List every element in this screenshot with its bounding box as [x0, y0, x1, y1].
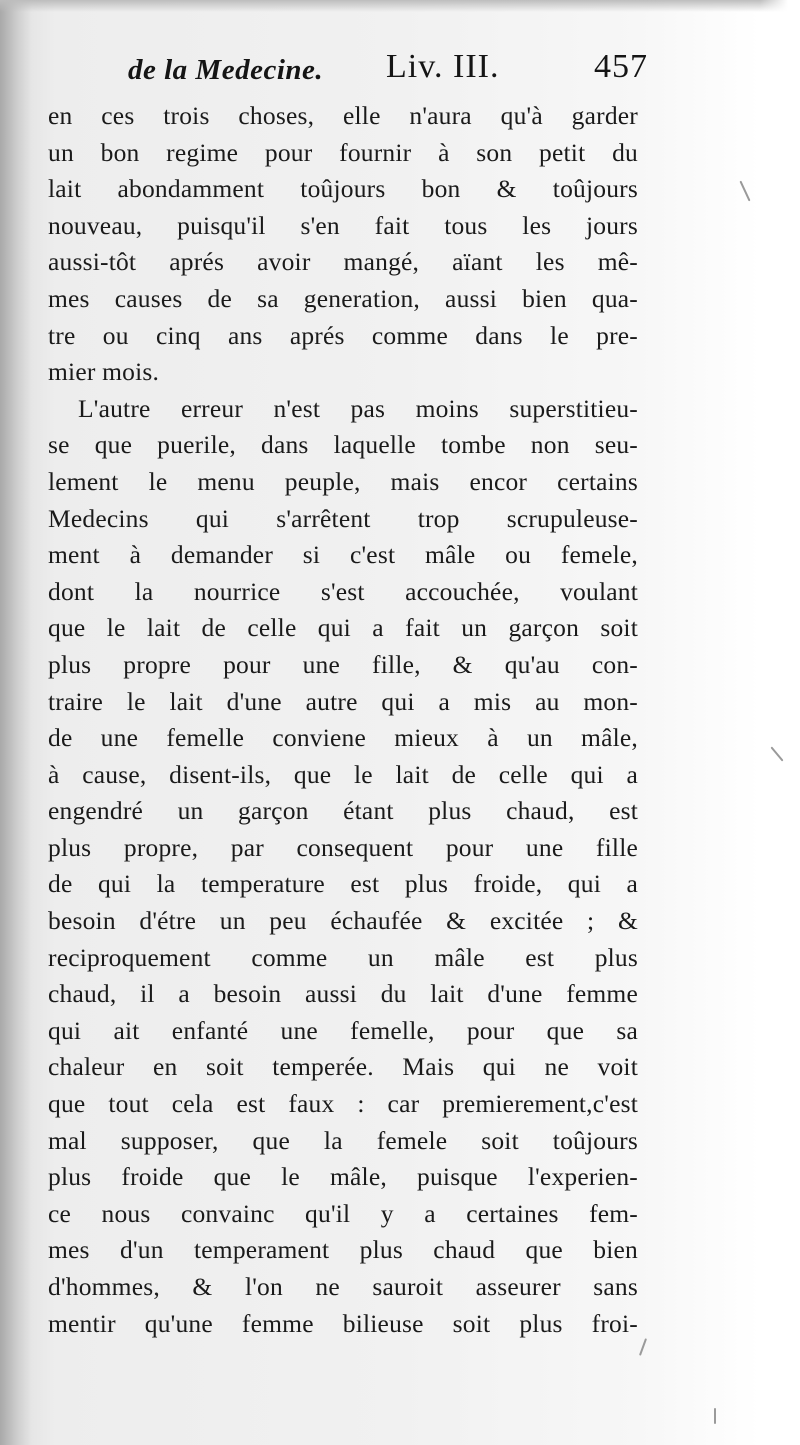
text-line: tre ou cinq ans aprés comme dans le pre-: [48, 320, 638, 350]
text-line: de qui la temperature est plus froide, qui a: [48, 869, 638, 899]
text-line: mes causes de sa generation, aussi bien qua-: [48, 283, 638, 313]
text-line: ment à demander si c'est mâle ou femele,: [48, 540, 638, 570]
text-line: reciproquement comme un mâle est plus: [48, 942, 638, 972]
text-line: nouveau, puisqu'il s'en fait tous les jours: [48, 210, 638, 240]
text-line: à cause, disent-ils, que le lait de celle qui a: [48, 759, 638, 789]
text-line: chaleur en soit temperée. Mais qui ne voit: [48, 1052, 638, 1082]
text-line: plus froide que le mâle, puisque l'experien-: [48, 1162, 638, 1192]
text-line: mes d'un temperament plus chaud que bien: [48, 1235, 638, 1265]
text-line: engendré un garçon étant plus chaud, est: [48, 796, 638, 826]
text-line: que le lait de celle qui a fait un garçon soit: [48, 613, 638, 643]
text-line: plus propre, par consequent pour une fille: [48, 832, 638, 862]
paragraph-start-line: L'autre erreur n'est pas moins superstitieu-: [78, 393, 638, 423]
page-margin-right: [760, 0, 800, 1445]
book-number: Liv. III.: [386, 48, 500, 85]
text-line: d'hommes, & l'on ne sauroit asseurer sans: [48, 1272, 638, 1301]
text-line: lement le menu peuple, mais encor certains: [48, 466, 638, 496]
text-line: de une femelle conviene mieux à un mâle,: [48, 723, 638, 753]
text-line: ce nous convainc qu'il y a certaines fem-: [48, 1198, 638, 1228]
text-line: Medecins qui s'arrêtent trop scrupuleuse-: [48, 503, 638, 533]
text-line: que tout cela est faux : car premierement,c'est: [48, 1089, 638, 1119]
page-shadow-top: [0, 0, 800, 12]
text-line: besoin d'étre un peu échaufée & excitée ; &: [48, 906, 638, 936]
page-number: 457: [594, 48, 648, 85]
running-head: [128, 48, 648, 92]
text-line: chaud, il a besoin aussi du lait d'une femme: [48, 979, 638, 1009]
body-text: [48, 98, 638, 1342]
running-title: de la Medecine.: [128, 54, 324, 86]
text-line: un bon regime pour fournir à son petit du: [48, 137, 638, 167]
text-line: plus propre pour une fille, & qu'au con-: [48, 649, 638, 679]
paper-speck: [739, 181, 750, 202]
paper-speck: [639, 1338, 647, 1356]
text-line: se que puerile, dans laquelle tombe non seu-: [48, 430, 638, 460]
text-line: qui ait enfanté une femelle, pour que sa: [48, 1015, 638, 1045]
text-line: mentir qu'une femme bilieuse soit plus froi-: [48, 1308, 638, 1338]
paper-speck: [714, 1408, 716, 1424]
text-line: traire le lait d'une autre qui a mis au mon-: [48, 686, 638, 716]
text-line: dont la nourrice s'est accouchée, voulant: [48, 576, 638, 606]
text-line: en ces trois choses, elle n'aura qu'à garder: [48, 101, 638, 130]
text-line: aussi-tôt aprés avoir mangé, aïant les mê-: [48, 247, 638, 277]
text-line: lait abondamment toûjours bon & toûjours: [48, 174, 638, 204]
text-line: mal supposer, que la femele soit toûjours: [48, 1125, 638, 1155]
text-line: mier mois.: [48, 357, 160, 387]
